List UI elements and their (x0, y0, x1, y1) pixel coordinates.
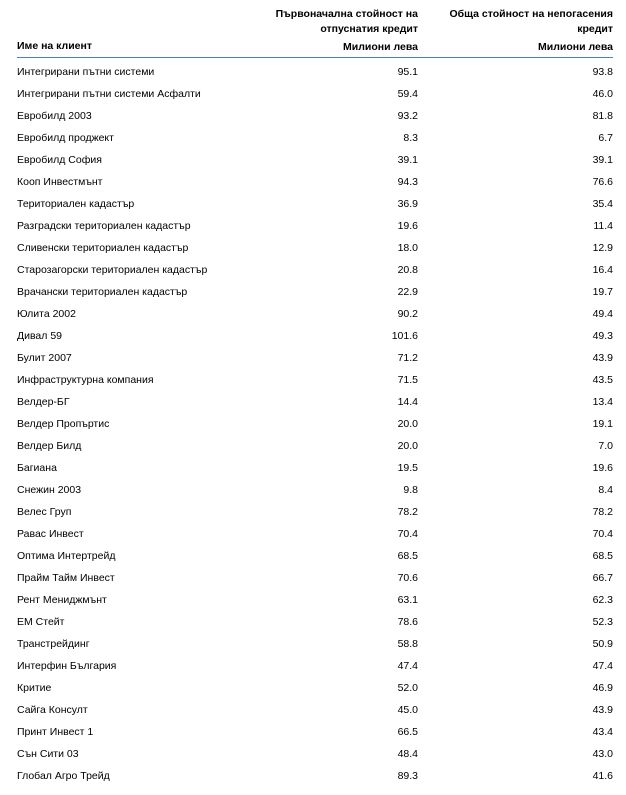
table-row (17, 149, 613, 171)
initial-value-cell: 19.6 (397, 220, 418, 232)
initial-value-cell: 63.1 (397, 594, 418, 606)
table-row (17, 61, 613, 83)
initial-value-cell: 20.0 (397, 440, 418, 452)
table-row (17, 523, 613, 545)
table-row (17, 589, 613, 611)
client-name-cell: Врачански териториален кадастър (17, 286, 188, 298)
header-client-name: Име на клиент (17, 40, 93, 52)
client-name-cell: Инфраструктурна компания (17, 374, 154, 386)
initial-value-cell: 22.9 (397, 286, 418, 298)
table-row (17, 259, 613, 281)
outstanding-value-cell: 43.4 (592, 726, 613, 738)
header-initial-line2: отпуснатия кредит (320, 23, 418, 35)
table-row (17, 479, 613, 501)
outstanding-value-cell: 13.4 (592, 396, 613, 408)
outstanding-value-cell: 19.6 (592, 462, 613, 474)
client-name-cell: Интерфин България (17, 660, 117, 672)
header-outstanding-unit: Милиони лева (538, 41, 613, 53)
outstanding-value-cell: 46.0 (592, 88, 613, 100)
initial-value-cell: 95.1 (397, 66, 418, 78)
initial-value-cell: 70.6 (397, 572, 418, 584)
table-row (17, 435, 613, 457)
outstanding-value-cell: 43.5 (592, 374, 613, 386)
outstanding-value-cell: 43.0 (592, 748, 613, 760)
outstanding-value-cell: 43.9 (592, 704, 613, 716)
outstanding-value-cell: 19.7 (592, 286, 613, 298)
outstanding-value-cell: 43.9 (592, 352, 613, 364)
outstanding-value-cell: 47.4 (592, 660, 613, 672)
client-name-cell: Евробилд София (17, 154, 102, 166)
initial-value-cell: 8.3 (403, 132, 418, 144)
initial-value-cell: 39.1 (397, 154, 418, 166)
table-row (17, 127, 613, 149)
client-name-cell: Интегрирани пътни системи Асфалти (17, 88, 201, 100)
table-row (17, 655, 613, 677)
initial-value-cell: 70.4 (397, 528, 418, 540)
client-name-cell: Старозагорски териториален кадастър (17, 264, 208, 276)
table-row (17, 281, 613, 303)
initial-value-cell: 66.5 (397, 726, 418, 738)
table-row (17, 743, 613, 765)
client-name-cell: Прайм Тайм Инвест (17, 572, 115, 584)
outstanding-value-cell: 68.5 (592, 550, 613, 562)
client-name-cell: Сайга Консулт (17, 704, 88, 716)
initial-value-cell: 101.6 (391, 330, 418, 342)
client-name-cell: Принт Инвест 1 (17, 726, 94, 738)
initial-value-cell: 45.0 (397, 704, 418, 716)
table-row (17, 765, 613, 787)
initial-value-cell: 93.2 (397, 110, 418, 122)
initial-value-cell: 78.6 (397, 616, 418, 628)
outstanding-value-cell: 8.4 (598, 484, 613, 496)
client-name-cell: Рент Мениджмънт (17, 594, 107, 606)
initial-value-cell: 68.5 (397, 550, 418, 562)
client-name-cell: Териториален кадастър (17, 198, 135, 210)
table-row (17, 237, 613, 259)
header-initial-unit: Милиони лева (343, 41, 418, 53)
client-name-cell: Велдер-БГ (17, 396, 70, 408)
table-row (17, 501, 613, 523)
client-name-cell: Разградски териториален кадастър (17, 220, 191, 232)
outstanding-value-cell: 11.4 (593, 220, 613, 232)
outstanding-value-cell: 19.1 (592, 418, 613, 430)
client-name-cell: Велдер Билд (17, 440, 82, 452)
table-row (17, 347, 613, 369)
client-name-cell: Интегрирани пътни системи (17, 66, 155, 78)
table-body (17, 61, 613, 787)
outstanding-value-cell: 12.9 (592, 242, 613, 254)
table-row (17, 193, 613, 215)
client-name-cell: Багиана (17, 462, 57, 474)
table-row (17, 567, 613, 589)
table-row (17, 215, 613, 237)
initial-value-cell: 94.3 (397, 176, 418, 188)
table-row (17, 457, 613, 479)
header-outstanding-value (433, 7, 613, 55)
initial-value-cell: 59.4 (397, 88, 418, 100)
client-name-cell: Дивал 59 (17, 330, 62, 342)
table-row (17, 83, 613, 105)
outstanding-value-cell: 46.9 (592, 682, 613, 694)
table-row (17, 545, 613, 567)
table-row (17, 303, 613, 325)
header-outstanding-line2: кредит (577, 23, 613, 35)
table-row (17, 369, 613, 391)
header-outstanding-line1: Обща стойност на непогасения (449, 8, 613, 20)
outstanding-value-cell: 52.3 (592, 616, 613, 628)
initial-value-cell: 71.5 (397, 374, 418, 386)
outstanding-value-cell: 66.7 (592, 572, 613, 584)
initial-value-cell: 36.9 (397, 198, 418, 210)
client-name-cell: Булит 2007 (17, 352, 72, 364)
table-row (17, 721, 613, 743)
outstanding-value-cell: 78.2 (592, 506, 613, 518)
client-name-cell: Сън Сити 03 (17, 748, 79, 760)
table-row (17, 611, 613, 633)
outstanding-value-cell: 93.8 (592, 66, 613, 78)
client-name-cell: Оптима Интертрейд (17, 550, 116, 562)
client-name-cell: Евробилд 2003 (17, 110, 92, 122)
initial-value-cell: 47.4 (397, 660, 418, 672)
outstanding-value-cell: 50.9 (592, 638, 613, 650)
initial-value-cell: 18.0 (397, 242, 418, 254)
initial-value-cell: 58.8 (397, 638, 418, 650)
outstanding-value-cell: 70.4 (592, 528, 613, 540)
outstanding-value-cell: 39.1 (592, 154, 613, 166)
client-name-cell: Транстрейдинг (17, 638, 90, 650)
outstanding-value-cell: 41.6 (592, 770, 613, 782)
client-name-cell: Евробилд проджект (17, 132, 114, 144)
initial-value-cell: 52.0 (397, 682, 418, 694)
table-row (17, 633, 613, 655)
client-name-cell: Сливенски териториален кадастър (17, 242, 189, 254)
outstanding-value-cell: 49.4 (592, 308, 613, 320)
client-name-cell: Велес Груп (17, 506, 72, 518)
outstanding-value-cell: 76.6 (592, 176, 613, 188)
outstanding-value-cell: 35.4 (592, 198, 613, 210)
table-row (17, 391, 613, 413)
table-row (17, 677, 613, 699)
client-name-cell: Велдер Пропъртис (17, 418, 110, 430)
header-initial-line1: Първоначална стойност на (275, 8, 418, 20)
initial-value-cell: 89.3 (397, 770, 418, 782)
outstanding-value-cell: 16.4 (592, 264, 613, 276)
outstanding-value-cell: 81.8 (592, 110, 613, 122)
outstanding-value-cell: 49.3 (592, 330, 613, 342)
table-header (17, 0, 613, 58)
outstanding-value-cell: 62.3 (592, 594, 613, 606)
client-name-cell: Снежин 2003 (17, 484, 82, 496)
initial-value-cell: 19.5 (397, 462, 418, 474)
table-row (17, 105, 613, 127)
loan-table (17, 0, 613, 787)
client-name-cell: Глобал Агро Трейд (17, 770, 110, 782)
table-row (17, 699, 613, 721)
initial-value-cell: 9.8 (403, 484, 418, 496)
header-initial-value (218, 7, 418, 55)
client-name-cell: Юлита 2002 (17, 308, 76, 320)
outstanding-value-cell: 7.0 (598, 440, 613, 452)
initial-value-cell: 48.4 (397, 748, 418, 760)
table-row (17, 413, 613, 435)
table-row (17, 171, 613, 193)
client-name-cell: Равас Инвест (17, 528, 84, 540)
initial-value-cell: 71.2 (397, 352, 418, 364)
initial-value-cell: 20.0 (397, 418, 418, 430)
initial-value-cell: 90.2 (397, 308, 418, 320)
client-name-cell: Кооп Инвестмънт (17, 176, 103, 188)
client-name-cell: Критие (17, 682, 52, 694)
initial-value-cell: 20.8 (397, 264, 418, 276)
initial-value-cell: 14.4 (397, 396, 418, 408)
table-row (17, 325, 613, 347)
outstanding-value-cell: 6.7 (598, 132, 613, 144)
client-name-cell: ЕМ Стейт (17, 616, 65, 628)
initial-value-cell: 78.2 (397, 506, 418, 518)
